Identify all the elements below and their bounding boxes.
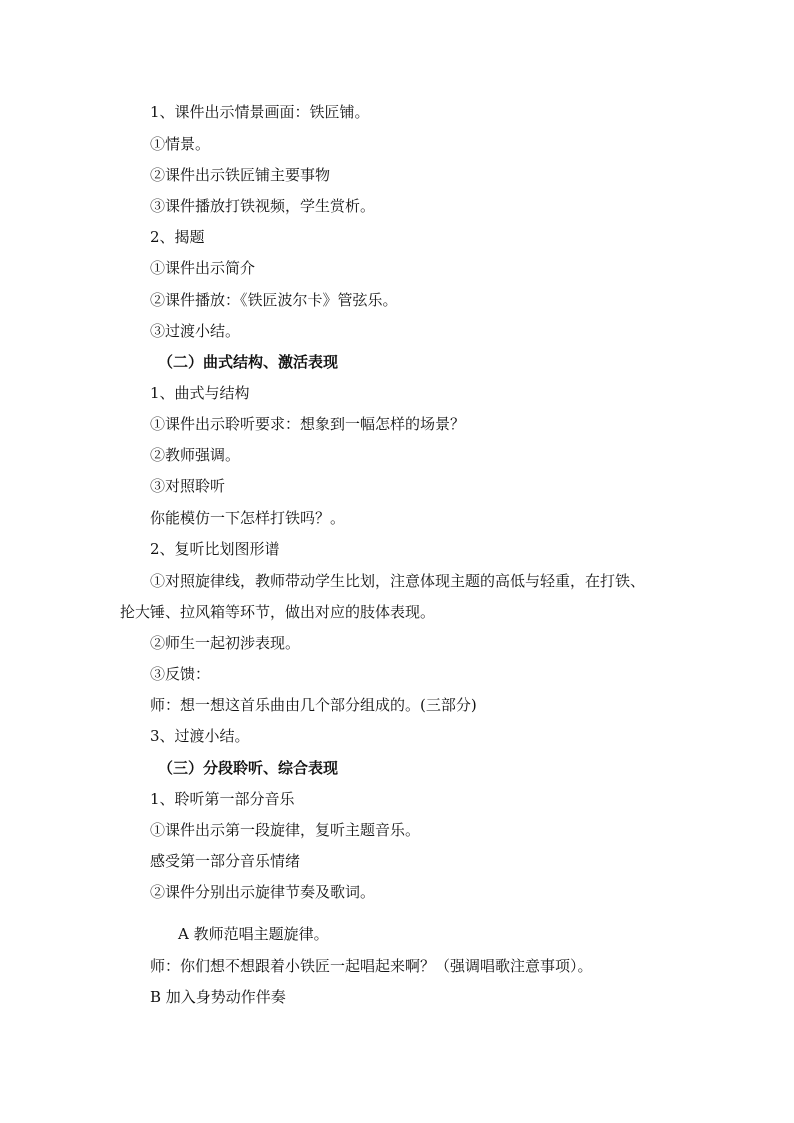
section-heading: （三）分段聆听、综合表现 bbox=[158, 759, 339, 777]
text-line: A 教师范唱主题旋律。 bbox=[178, 925, 329, 943]
text-line: ①对照旋律线，教师带动学生比划，注意体现主题的高低与轻重，在打铁、 bbox=[150, 572, 646, 590]
text-line: 1、聆听第一部分音乐 bbox=[150, 790, 295, 808]
text-line: ③对照聆听 bbox=[150, 477, 226, 495]
text-line: 3、过渡小结。 bbox=[150, 727, 250, 745]
text-line: ③课件播放打铁视频，学生赏析。 bbox=[150, 197, 376, 215]
text-line: ①情景。 bbox=[150, 135, 211, 153]
text-line: 你能模仿一下怎样打铁吗？。 bbox=[150, 509, 346, 527]
text-line: 抡大锤、拉风箱等环节，做出对应的肢体表现。 bbox=[120, 603, 436, 621]
text-line: ③过渡小结。 bbox=[150, 322, 241, 340]
text-line: ①课件出示简介 bbox=[150, 259, 256, 277]
text-line: ②课件播放：《铁匠波尔卡》管弦乐。 bbox=[150, 291, 398, 309]
text-line: 1、课件出示情景画面：铁匠铺。 bbox=[150, 103, 370, 121]
text-line: ②师生一起初涉表现。 bbox=[150, 634, 301, 652]
text-line: ②课件出示铁匠铺主要事物 bbox=[150, 166, 331, 184]
text-line: 1、曲式与结构 bbox=[150, 384, 250, 402]
text-line: ①课件出示聆听要求：想象到一幅怎样的场景？ bbox=[150, 415, 466, 433]
section-heading: （二）曲式结构、激活表现 bbox=[158, 353, 339, 371]
text-line: 师：想一想这首乐曲由几个部分组成的。(三部分) bbox=[150, 696, 477, 714]
text-line: ②课件分别出示旋律节奏及歌词。 bbox=[150, 883, 376, 901]
text-line: 师：你们想不想跟着小铁匠一起唱起来啊？（强调唱歌注意事项）。 bbox=[150, 957, 593, 975]
text-line: ①课件出示第一段旋律，复听主题音乐。 bbox=[150, 821, 421, 839]
text-line: 感受第一部分音乐情绪 bbox=[150, 852, 301, 870]
text-line: ③反馈： bbox=[150, 665, 211, 683]
text-line: B 加入身势动作伴奏 bbox=[150, 988, 286, 1006]
text-line: 2、揭题 bbox=[150, 228, 205, 246]
text-line: ②教师强调。 bbox=[150, 446, 241, 464]
text-line: 2、复听比划图形谱 bbox=[150, 540, 280, 558]
